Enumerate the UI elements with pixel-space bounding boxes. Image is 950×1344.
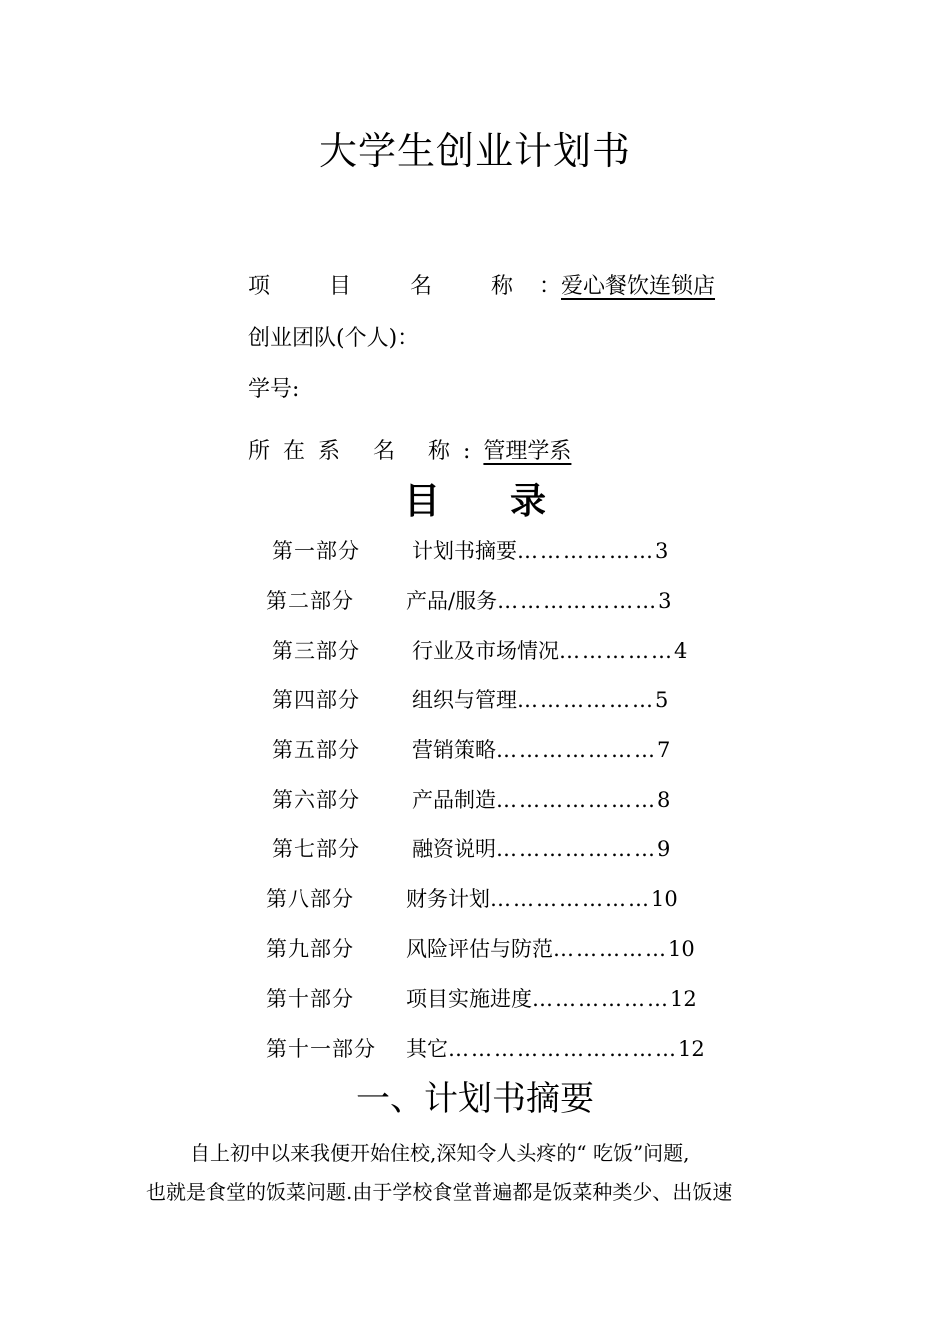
toc-entry-name: 项目实施进度 xyxy=(406,987,532,1011)
toc-entry-page: 10 xyxy=(651,887,678,911)
toc-entry-leader: ………………… xyxy=(496,788,657,812)
toc-entry-part: 第二部分 xyxy=(266,589,354,613)
toc-entry-leader: …………… xyxy=(553,937,668,961)
toc-entry-leader: ……………… xyxy=(517,688,655,712)
toc-entry-page: 9 xyxy=(657,837,671,861)
toc-entry-part: 第九部分 xyxy=(266,937,354,961)
toc-entry-name: 营销策略 xyxy=(412,738,496,762)
toc-entry-part: 第十部分 xyxy=(266,987,354,1011)
department-value: 管理学系 xyxy=(483,439,572,464)
paragraph-line: 自上初中以来我便开始住校,深知令人头疼的“ 吃饭”问题, xyxy=(190,1141,690,1165)
toc-title-right: 录 xyxy=(510,481,547,522)
toc-entry-leader: ………………… xyxy=(496,837,657,861)
team-row xyxy=(248,323,419,355)
toc-entry-leader: ………………… xyxy=(496,738,657,762)
toc-entry-name: 财务计划 xyxy=(406,887,490,911)
toc-entry-leader: ………………… xyxy=(490,887,651,911)
student-id-label: 学号: xyxy=(248,377,300,402)
document-title: 大学生创业计划书 xyxy=(318,129,631,173)
toc-entry-part: 第一部分 xyxy=(272,539,360,563)
toc-entry-name: 其它 xyxy=(406,1037,448,1061)
toc-entry-leader: ………………………… xyxy=(448,1037,678,1061)
toc-entry xyxy=(266,934,695,964)
project-name-label: 项 目 名 称 xyxy=(248,274,539,299)
toc-entry-part: 第四部分 xyxy=(272,688,360,712)
toc-entry-page: 8 xyxy=(657,788,671,812)
student-id-row xyxy=(248,374,299,406)
toc-entry-leader: …………… xyxy=(559,639,674,663)
toc-entry xyxy=(272,735,670,765)
toc-title xyxy=(0,478,950,526)
toc-entry-page: 3 xyxy=(655,539,669,563)
toc-entry-name: 融资说明 xyxy=(412,837,496,861)
toc-entry xyxy=(266,984,697,1014)
toc-entry-page: 12 xyxy=(678,1037,705,1061)
toc-entry-name: 计划书摘要 xyxy=(412,539,517,563)
toc-title-left: 目 xyxy=(403,481,440,522)
department-row xyxy=(248,436,571,468)
toc-entry-part: 第三部分 xyxy=(272,639,360,663)
toc-entry-part: 第七部分 xyxy=(272,837,360,861)
toc-entry xyxy=(272,536,668,566)
department-label: 所在系 名 称: xyxy=(248,439,484,464)
section-heading: 一、计划书摘要 xyxy=(356,1079,594,1119)
toc-entry-page: 5 xyxy=(655,688,669,712)
toc-entry xyxy=(272,834,670,864)
team-label: 创业团队(个人)： xyxy=(248,326,420,351)
toc-entry-leader: ……………… xyxy=(532,987,670,1011)
toc-entry xyxy=(266,884,678,914)
toc-entry xyxy=(266,1034,705,1064)
toc-entry-part: 第六部分 xyxy=(272,788,360,812)
project-name-row xyxy=(248,271,715,303)
toc-entry-name: 产品/服务 xyxy=(406,589,498,613)
toc-entry-part: 第五部分 xyxy=(272,738,360,762)
toc-entry-name: 组织与管理 xyxy=(412,688,517,712)
project-name-colon: ： xyxy=(538,274,561,299)
toc-entry-name: 产品制造 xyxy=(412,788,496,812)
paragraph-line: 也就是食堂的饭菜问题.由于学校食堂普遍都是饭菜种类少、出饭速 xyxy=(146,1180,733,1204)
toc-entry-part: 第八部分 xyxy=(266,887,354,911)
toc-entry-leader: ………………… xyxy=(497,589,659,613)
toc-entry-page: 7 xyxy=(657,738,671,762)
toc-entry-page: 12 xyxy=(670,987,697,1011)
toc-entry-part: 第十一部分 xyxy=(266,1037,376,1061)
toc-entry-name: 行业及市场情况 xyxy=(412,639,559,663)
project-name-value: 爱心餐饮连锁店 xyxy=(561,274,716,299)
toc-entry xyxy=(272,636,687,666)
toc-entry xyxy=(272,685,668,715)
toc-entry-leader: ……………… xyxy=(517,539,655,563)
toc-entry xyxy=(266,586,671,616)
toc-entry-page: 3 xyxy=(658,589,672,613)
toc-entry-page: 4 xyxy=(674,639,688,663)
toc-entry xyxy=(272,785,670,815)
toc-entry-name: 风险评估与防范 xyxy=(406,937,553,961)
toc-entry-page: 10 xyxy=(668,937,695,961)
